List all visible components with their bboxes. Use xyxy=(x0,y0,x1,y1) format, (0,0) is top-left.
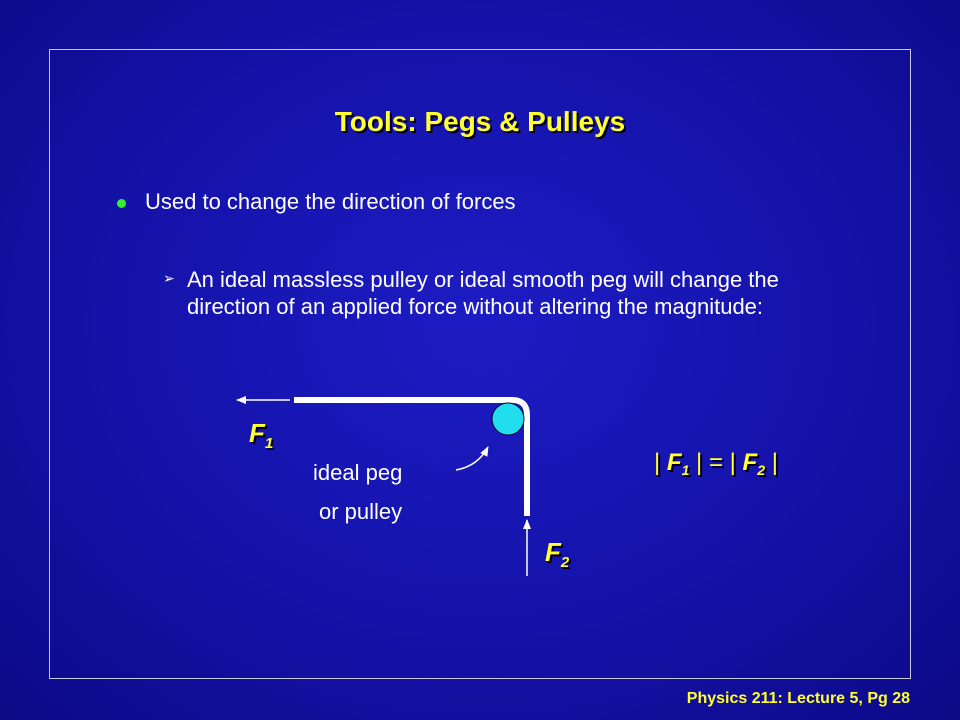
bullet-text: Used to change the direction of forces xyxy=(145,189,516,214)
peg-pointer-arrow xyxy=(456,447,488,470)
arrowhead-bullet-icon: ➢ xyxy=(163,270,175,286)
peg-circle xyxy=(492,403,524,435)
f2-label: $F_2$ xyxy=(545,537,570,571)
peg-label-line2: or pulley xyxy=(319,499,403,524)
sub-bullet-text: An ideal massless pulley or ideal smooth peg will change the direction of an applied force without altering the magnitude: xyxy=(187,267,779,319)
magnitude-equation: | $F_1$ | = | $F_2$ | xyxy=(654,449,778,478)
f1-label: $F_1$ xyxy=(249,418,274,452)
slide-footer: Physics 211: Lecture 5, Pg 28 xyxy=(686,690,910,707)
peg-label-line1: ideal peg xyxy=(313,460,403,485)
slide-title: Tools: Pegs & Pulleys xyxy=(334,106,626,137)
